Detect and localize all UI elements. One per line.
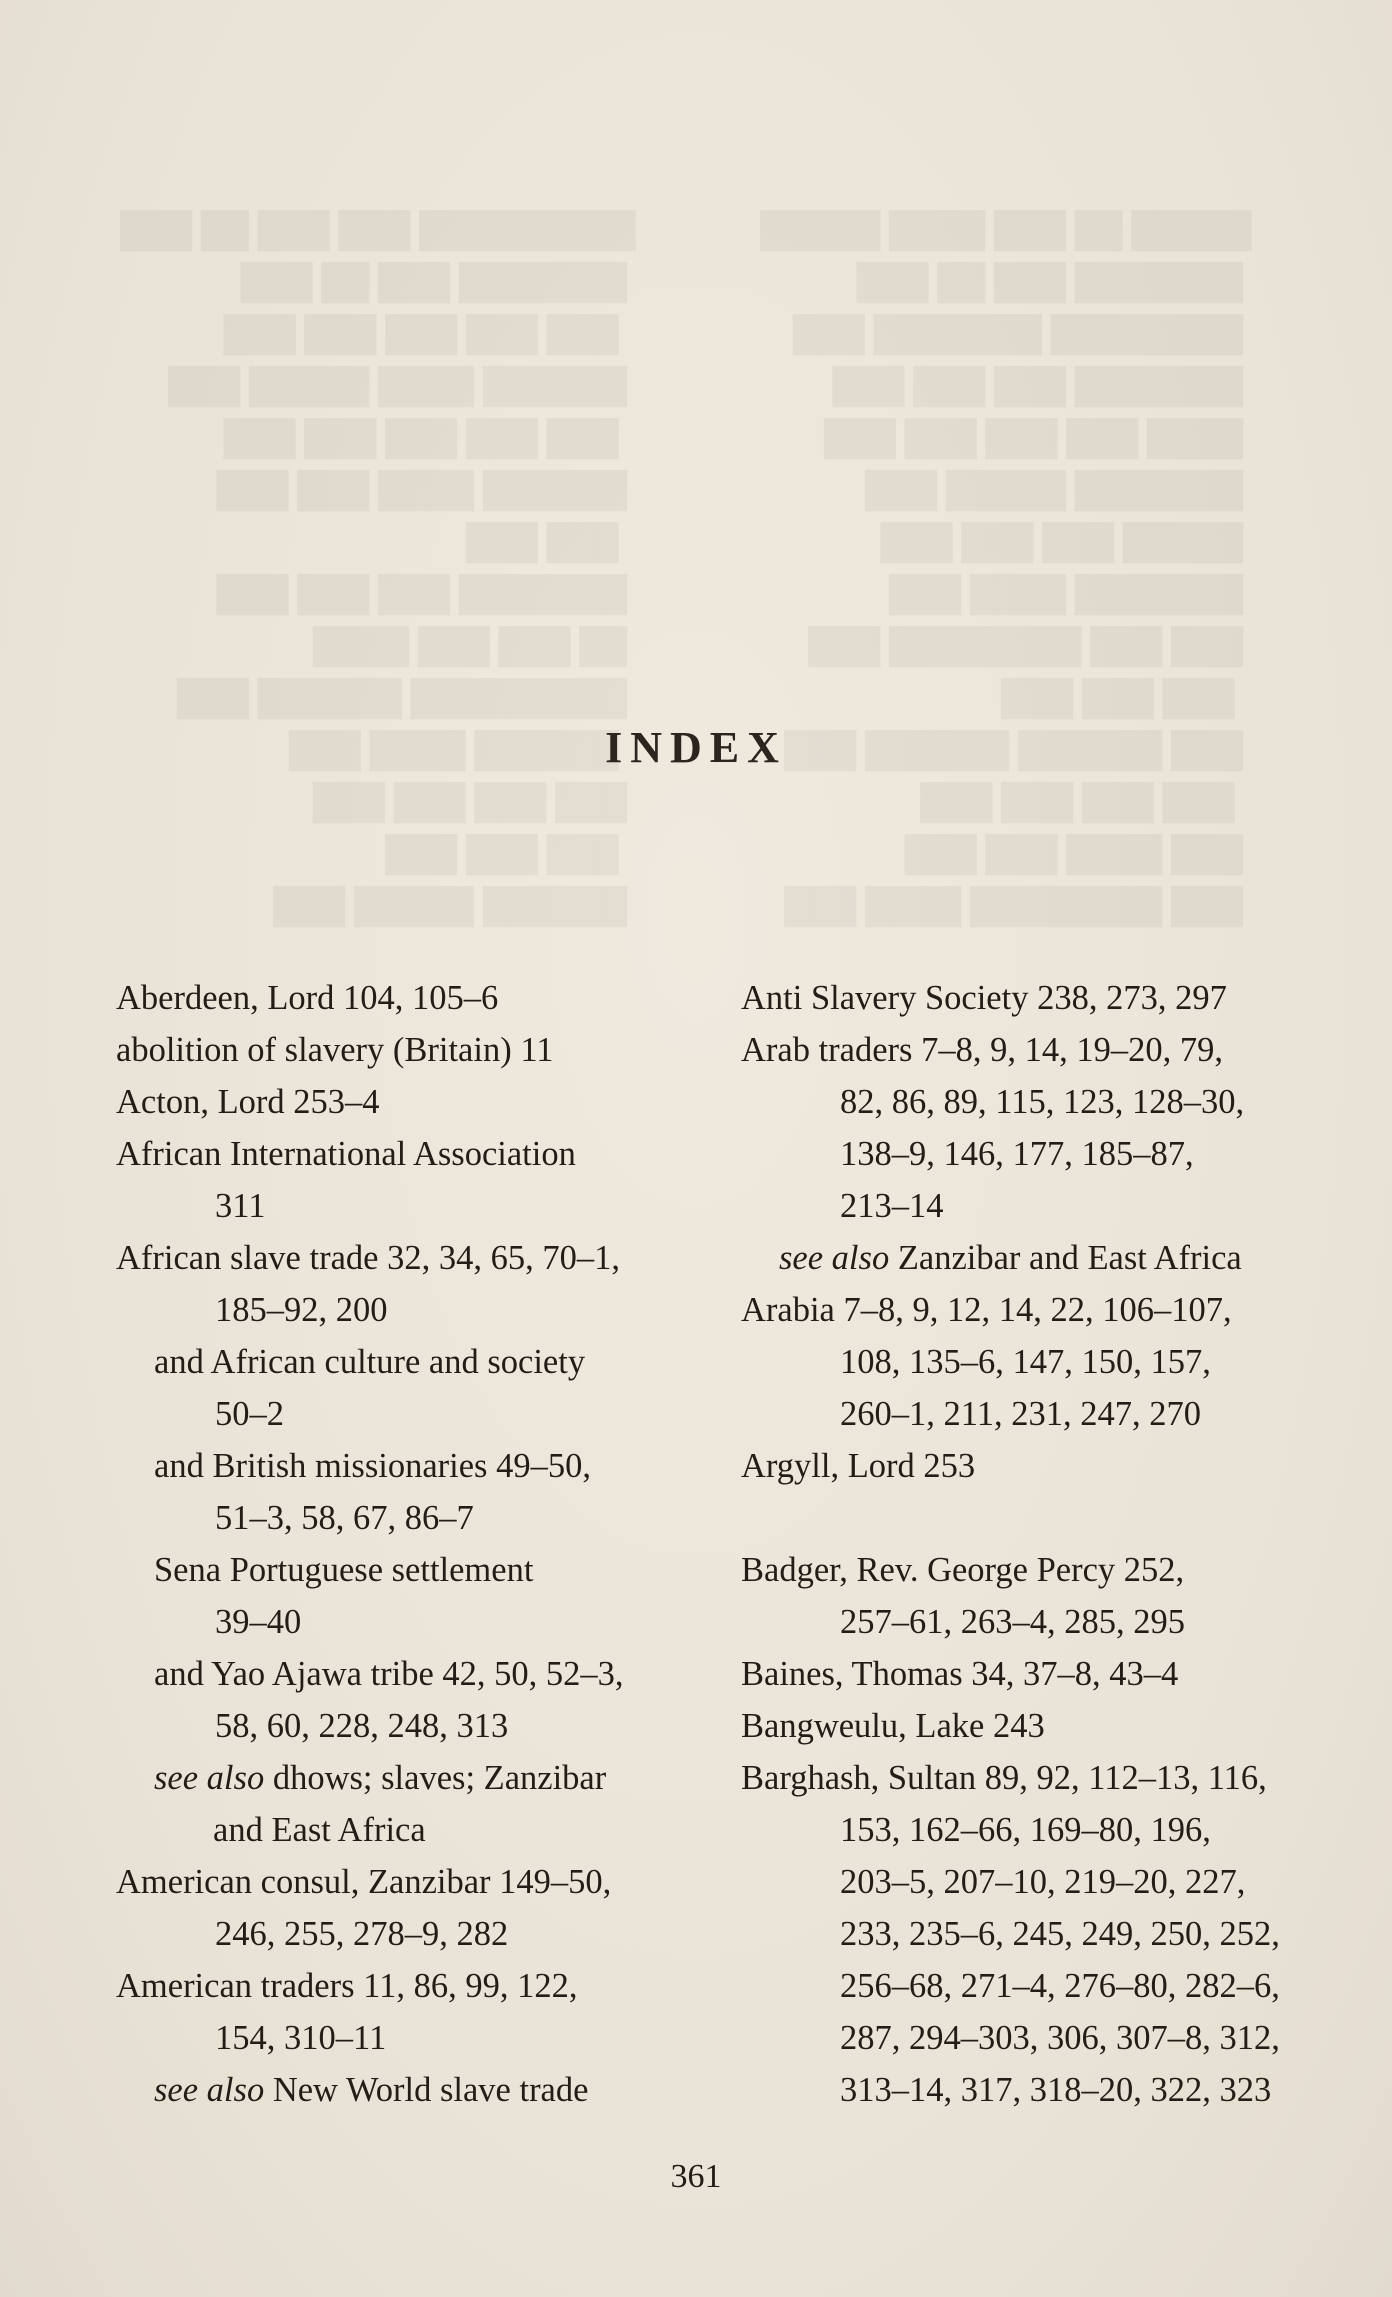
- index-entry-continuation: 233, 235–6, 245, 249, 250, 252,: [840, 1915, 1280, 1953]
- index-entry-continuation: 246, 255, 278–9, 282: [215, 1915, 509, 1953]
- see-also-label: see also: [154, 2071, 265, 2109]
- index-subentry: Sena Portuguese settlement: [154, 1551, 534, 1589]
- index-column-left: [116, 972, 706, 2116]
- index-entry-continuation: 203–5, 207–10, 219–20, 227,: [840, 1863, 1246, 1901]
- index-entry-continuation: 82, 86, 89, 115, 123, 128–30,: [840, 1083, 1245, 1121]
- index-subentry: and Yao Ajawa tribe 42, 50, 52–3,: [154, 1655, 624, 1693]
- index-entry-continuation: 213–14: [840, 1187, 944, 1225]
- index-entry-continuation: 260–1, 211, 231, 247, 270: [840, 1395, 1201, 1433]
- index-entry-continuation: 58, 60, 228, 248, 313: [215, 1707, 509, 1745]
- index-entry-continuation: 154, 310–11: [215, 2019, 387, 2057]
- index-entry-continuation: 39–40: [215, 1603, 302, 1641]
- index-entry: Acton, Lord 253–4: [116, 1083, 380, 1121]
- see-also-label: see also: [779, 1239, 890, 1277]
- index-entry: African International Association: [116, 1135, 576, 1173]
- index-entry-continuation: 257–61, 263–4, 285, 295: [840, 1603, 1185, 1641]
- index-entry: American traders 11, 86, 99, 122,: [116, 1967, 578, 2005]
- page-title: INDEX: [605, 723, 787, 772]
- index-entry-continuation: 138–9, 146, 177, 185–87,: [840, 1135, 1194, 1173]
- index-entry: Bangweulu, Lake 243: [741, 1707, 1045, 1745]
- index-entry: Barghash, Sultan 89, 92, 112–13, 116,: [741, 1759, 1267, 1797]
- index-entry-continuation: 108, 135–6, 147, 150, 157,: [840, 1343, 1211, 1381]
- show-through-text: █████████ ███ ███ ██ ███ ███████ ███ ██ ███ ███ ███ ███ ███ ███ ██████ ████ █████ ███ ███ ███ ███ ███ ███ ██████ ████ ███ ███ ███ ███ ███████ ███ ███ ███ ██ ███ ███ ████ █████████ ██████ ███ ██████ ████ ███ ███ ███ ███ ███ ███ ███ ███ ██████ █████ ███: [120, 212, 636, 925]
- page-number: 361: [670, 2158, 722, 2195]
- index-entry: Baines, Thomas 34, 37–8, 43–4: [741, 1655, 1179, 1693]
- index-entry-continuation: and East Africa: [213, 1811, 426, 1849]
- index-entry-continuation: 50–2: [215, 1395, 284, 1433]
- show-through-text: █████ ██ ███ ████ █████ ███████ ███ ██ ███ ████████ ███████ ███ ███████ ███ ███ ███ ████ ███ ███ ███ ███ ███████ █████ ███ █████ ███ ███ ███ ███████ ████ ███ ███ ███ ████████ ███ ███ ███ ███ ███ ██████ ██████ ███ ███ ███ ███ ███ ███ ████ ███ ███ ███ ████████ ████ ███: [760, 212, 1252, 925]
- index-entry: Anti Slavery Society 238, 273, 297: [741, 979, 1227, 1017]
- index-subentry: and British missionaries 49–50,: [154, 1447, 591, 1485]
- index-entry: Arabia 7–8, 9, 12, 14, 22, 106–107,: [741, 1291, 1232, 1329]
- index-entry-continuation: 153, 162–66, 169–80, 196,: [840, 1811, 1211, 1849]
- index-entry: Badger, Rev. George Percy 252,: [741, 1551, 1185, 1589]
- index-column-right: [741, 972, 1341, 2116]
- index-subentry: [741, 1232, 1341, 1284]
- index-entry: Aberdeen, Lord 104, 105–6: [116, 979, 499, 1017]
- index-entry-continuation: 287, 294–303, 306, 307–8, 312,: [840, 2019, 1280, 2057]
- cross-reference-text: Zanzibar and East Africa: [889, 1239, 1242, 1277]
- index-entry-continuation: 51–3, 58, 67, 86–7: [215, 1499, 474, 1537]
- index-entry-continuation: 313–14, 317, 318–20, 322, 323: [840, 2071, 1272, 2109]
- index-entry-continuation: 311: [215, 1187, 266, 1225]
- cross-reference-text: dhows; slaves; Zanzibar: [264, 1759, 607, 1797]
- index-subentry: [116, 2064, 706, 2116]
- index-gap: [741, 1492, 1341, 1544]
- cross-reference-text: New World slave trade: [264, 2071, 589, 2109]
- index-entry: abolition of slavery (Britain) 11: [116, 1031, 554, 1069]
- index-entry: Argyll, Lord 253: [741, 1447, 976, 1485]
- index-subentry: and African culture and society: [154, 1343, 586, 1381]
- index-entry-continuation: 256–68, 271–4, 276–80, 282–6,: [840, 1967, 1280, 2005]
- index-entry: African slave trade 32, 34, 65, 70–1,: [116, 1239, 620, 1277]
- index-subentry: [116, 1752, 706, 1804]
- index-entry: American consul, Zanzibar 149–50,: [116, 1863, 612, 1901]
- see-also-label: see also: [154, 1759, 265, 1797]
- index-entry-continuation: 185–92, 200: [215, 1291, 388, 1329]
- index-entry: Arab traders 7–8, 9, 14, 19–20, 79,: [741, 1031, 1223, 1069]
